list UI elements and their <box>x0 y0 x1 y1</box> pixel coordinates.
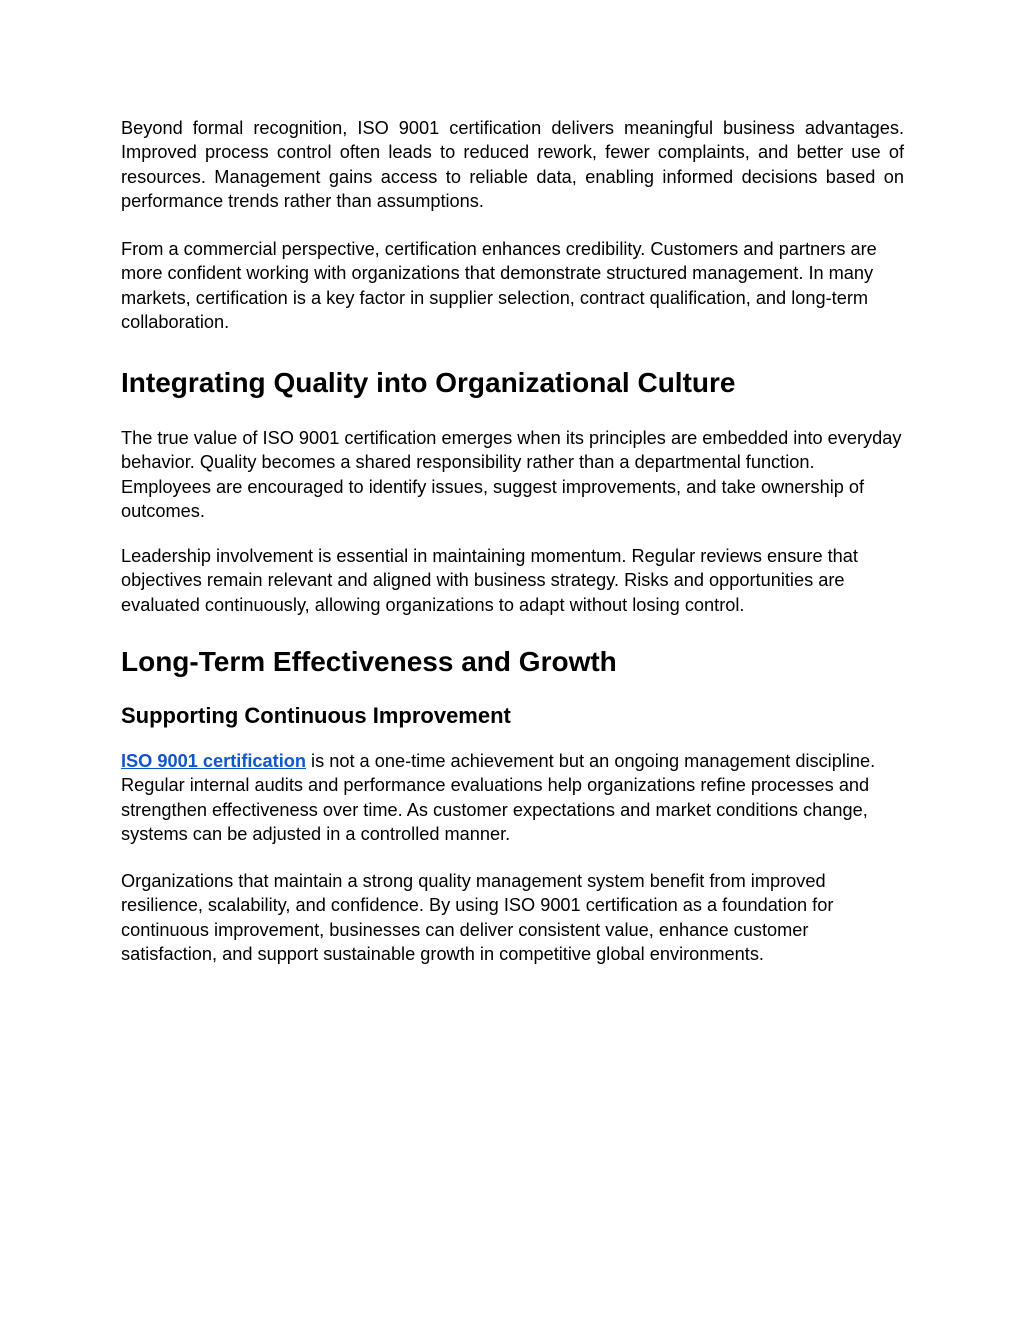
text-line: Employees are encouraged to identify issues, suggest improvements, and take ownership of <box>121 476 865 497</box>
text-line <box>121 749 904 773</box>
subheading-continuous-improvement: Supporting Continuous Improvement <box>121 703 511 728</box>
iso-9001-certification-link[interactable]: ISO 9001 certification <box>121 751 306 771</box>
growth-paragraph-1 <box>121 749 904 846</box>
text-line: Leadership involvement is essential in maintaining momentum. Regular reviews ensure that <box>121 546 858 566</box>
text-line: outcomes. <box>121 500 205 521</box>
text-line: strengthen effectiveness over time. As customer expectations and market conditions change, <box>121 799 868 820</box>
text-line: Improved process control often leads to reduced rework, fewer complaints, and better use of <box>121 142 904 163</box>
text-line: resources. Management gains access to reliable data, enabling informed decisions based on <box>121 166 904 187</box>
text-line: Regular internal audits and performance evaluations help organizations refine processes and <box>121 775 870 796</box>
text-line: evaluated continuously, allowing organizations to adapt without losing control. <box>121 594 745 615</box>
culture-paragraph-2 <box>121 544 904 617</box>
text-line: objectives remain relevant and aligned with business strategy. Risks and opportunities are <box>121 570 845 591</box>
text-line: markets, certification is a key factor in supplier selection, contract qualification, and long-term <box>121 287 869 308</box>
culture-paragraph-1 <box>121 426 904 523</box>
text-line: performance trends rather than assumptions. <box>121 190 484 211</box>
text-line: From a commercial perspective, certification enhances credibility. Customers and partners are <box>121 239 877 259</box>
text-line: behavior. Quality becomes a shared responsibility rather than a departmental function. <box>121 452 815 473</box>
text-line: continuous improvement, businesses can deliver consistent value, enhance customer <box>121 919 809 940</box>
text-line: resilience, scalability, and confidence. By using ISO 9001 certification as a foundation for <box>121 895 834 916</box>
text-line: systems can be adjusted in a controlled manner. <box>121 823 511 844</box>
intro-paragraph-1 <box>121 116 904 213</box>
intro-paragraph-2 <box>121 237 904 334</box>
section-heading-culture: Integrating Quality into Organizational Culture <box>121 367 736 398</box>
text-line: collaboration. <box>121 311 230 332</box>
text-line: more confident working with organizations that demonstrate structured management. In many <box>121 263 874 284</box>
text-line-rest: is not a one-time achievement but an ongoing management discipline. <box>305 751 876 771</box>
text-line: Organizations that maintain a strong quality management system benefit from improved <box>121 871 826 891</box>
text-line: satisfaction, and support sustainable growth in competitive global environments. <box>121 943 764 964</box>
growth-paragraph-2 <box>121 869 904 966</box>
text-line: Beyond formal recognition, ISO 9001 certification delivers meaningful business advantages. <box>121 118 904 138</box>
text-line: The true value of ISO 9001 certification emerges when its principles are embedded into everyday <box>121 428 902 448</box>
section-heading-growth: Long-Term Effectiveness and Growth <box>121 646 617 677</box>
